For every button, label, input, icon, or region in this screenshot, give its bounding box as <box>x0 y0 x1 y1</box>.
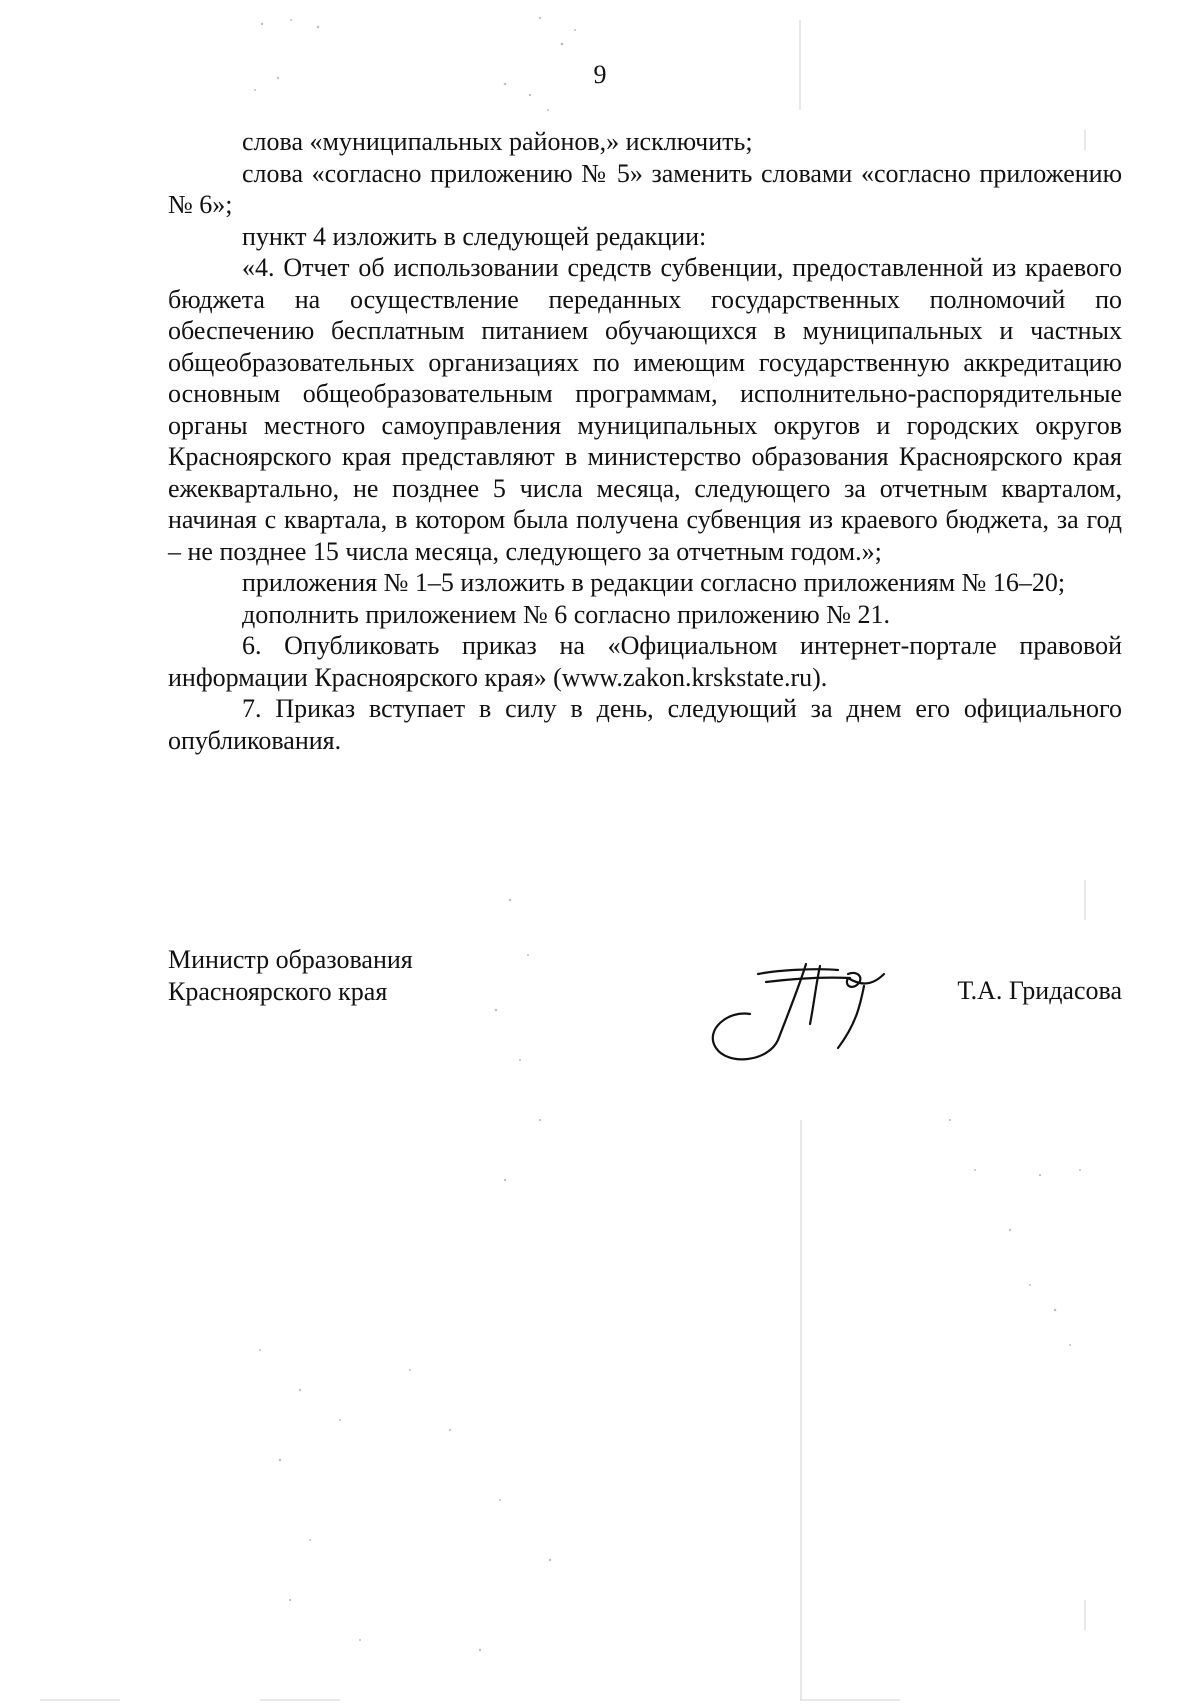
paragraph: «4. Отчет об использовании средств субвенции, предоставленной из краевого бюджета на осуществление переданных государственных полномочий по обеспечению бесплатным питанием обучающихся в муниципальных и частных общеобразовательных организациях по имеющим государственную аккредитацию основным общеобразовательным программам, исполнительно-распорядительные органы местного самоуправления муниципальных округов и городских округов Красноярского края представляют в министерство образования Красноярского края ежеквартально, не позднее 5 числа месяца, следующего за отчетным кварталом, начиная с квартала, в котором была получена субвенция из краевого бюджета, за год – не позднее 15 числа месяца, следующего за отчетным годом.»; <box>168 253 1122 566</box>
signer-position-line: Министр образования <box>168 945 413 974</box>
signer-position-line: Красноярского края <box>168 976 388 1006</box>
document-body <box>168 126 1122 756</box>
page-number: 9 <box>593 60 607 89</box>
paragraph: дополнить приложением № 6 согласно приложению № 21. <box>242 599 890 629</box>
signature-block <box>168 944 1122 1084</box>
paragraph: 7. Приказ вступает в силу в день, следующий за днем его официального опубликования. <box>168 694 1122 755</box>
paragraph: слова «согласно приложению № 5» заменить словами «согласно приложению № 6»; <box>168 158 1122 219</box>
paragraph: пункт 4 изложить в следующей редакции: <box>242 221 707 251</box>
paragraph: слова «муниципальных районов,» исключить; <box>242 127 753 156</box>
handwritten-signature-icon <box>688 944 908 1064</box>
signer-position <box>168 944 413 1007</box>
paragraph: приложения № 1–5 изложить в редакции согласно приложениям № 16–20; <box>242 568 1066 597</box>
paragraph: 6. Опубликовать приказ на «Официальном интернет-портале правовой информации Красноярского края» (www.zakon.krskstate.ru). <box>168 631 1122 692</box>
signer-name: Т.А. Гридасова <box>957 976 1122 1005</box>
